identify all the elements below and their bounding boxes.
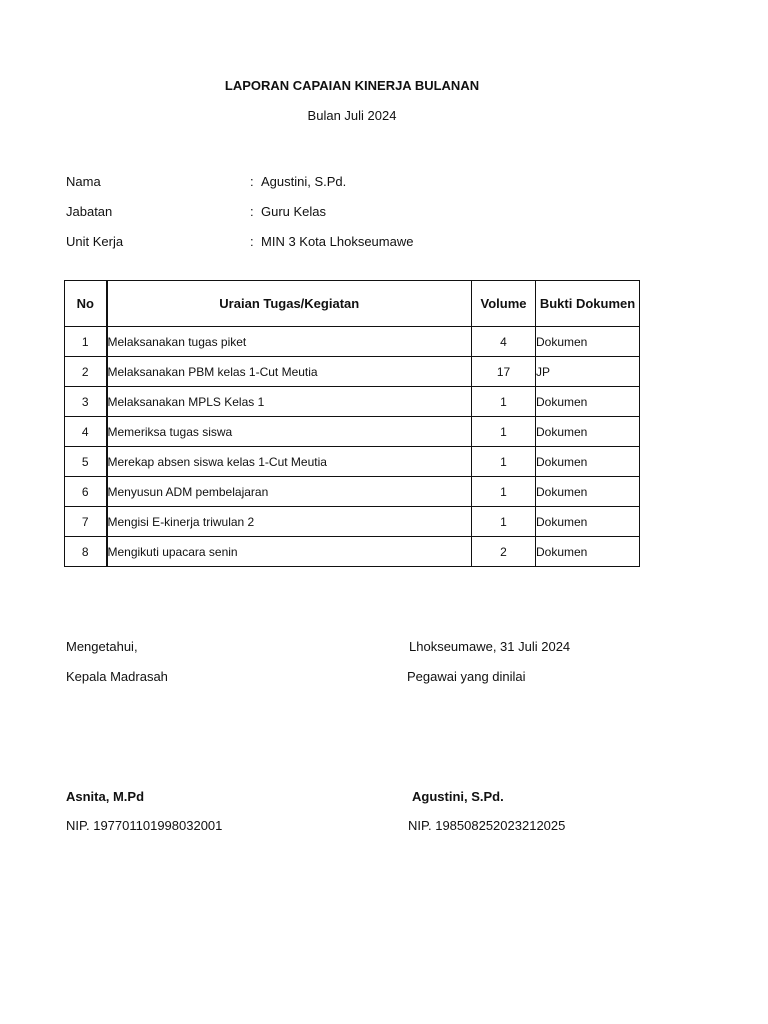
approver-position: Kepala Madrasah [66, 669, 168, 684]
table-row [65, 417, 640, 447]
row-volume: 1 [472, 477, 536, 507]
report-period: Bulan Juli 2024 [307, 108, 397, 123]
row-task: Melaksanakan PBM kelas 1-Cut Meutia [107, 357, 472, 387]
row-volume: 1 [472, 387, 536, 417]
report-title: LAPORAN CAPAIAN KINERJA BULANAN [224, 78, 480, 93]
approver-name: Asnita, M.Pd [66, 789, 145, 804]
info-value-nama: Agustini, S.Pd. [261, 174, 347, 189]
header-task: Uraian Tugas/Kegiatan [107, 281, 472, 327]
row-no: 2 [65, 357, 107, 387]
row-doc: Dokumen [536, 327, 640, 357]
row-task: Melaksanakan tugas piket [107, 327, 472, 357]
table-row [65, 507, 640, 537]
header-volume: Volume [472, 281, 536, 327]
row-volume: 1 [472, 447, 536, 477]
row-doc: JP [536, 357, 640, 387]
row-no: 1 [65, 327, 107, 357]
row-doc: Dokumen [536, 477, 640, 507]
employee-position: Pegawai yang dinilai [407, 669, 526, 684]
approval-label: Mengetahui, [66, 639, 138, 654]
table-header-row [65, 281, 640, 327]
table-row [65, 387, 640, 417]
row-no: 4 [65, 417, 107, 447]
row-task: Mengikuti upacara senin [107, 537, 472, 567]
row-no: 5 [65, 447, 107, 477]
info-colon-jabatan: : [250, 204, 254, 219]
row-no: 3 [65, 387, 107, 417]
table-row [65, 447, 640, 477]
table-row [65, 357, 640, 387]
row-volume: 17 [472, 357, 536, 387]
row-doc: Dokumen [536, 537, 640, 567]
row-doc: Dokumen [536, 417, 640, 447]
row-task: Merekap absen siswa kelas 1-Cut Meutia [107, 447, 472, 477]
row-no: 7 [65, 507, 107, 537]
row-task: Melaksanakan MPLS Kelas 1 [107, 387, 472, 417]
info-value-unit-kerja: MIN 3 Kota Lhokseumawe [261, 234, 414, 249]
employee-nip: NIP. 198508252023212025 [408, 818, 566, 833]
info-label-jabatan: Jabatan [66, 204, 113, 219]
row-task: Mengisi E-kinerja triwulan 2 [107, 507, 472, 537]
approver-nip: NIP. 197701101998032001 [66, 818, 223, 833]
info-label-unit-kerja: Unit Kerja [66, 234, 124, 249]
table-row [65, 537, 640, 567]
info-label-nama: Nama [66, 174, 101, 189]
row-task: Memeriksa tugas siswa [107, 417, 472, 447]
table-row [65, 477, 640, 507]
row-doc: Dokumen [536, 507, 640, 537]
info-colon-nama: : [250, 174, 254, 189]
row-volume: 4 [472, 327, 536, 357]
info-colon-unit-kerja: : [250, 234, 254, 249]
row-doc: Dokumen [536, 447, 640, 477]
place-date: Lhokseumawe, 31 Juli 2024 [409, 639, 571, 654]
employee-name: Agustini, S.Pd. [412, 789, 504, 804]
row-task: Menyusun ADM pembelajaran [107, 477, 472, 507]
row-no: 6 [65, 477, 107, 507]
header-no: No [65, 281, 107, 327]
row-no: 8 [65, 537, 107, 567]
row-volume: 1 [472, 417, 536, 447]
row-doc: Dokumen [536, 387, 640, 417]
row-volume: 2 [472, 537, 536, 567]
task-table [64, 280, 640, 567]
info-value-jabatan: Guru Kelas [261, 204, 327, 219]
table-row [65, 327, 640, 357]
header-doc: Bukti Dokumen [536, 281, 640, 327]
row-volume: 1 [472, 507, 536, 537]
